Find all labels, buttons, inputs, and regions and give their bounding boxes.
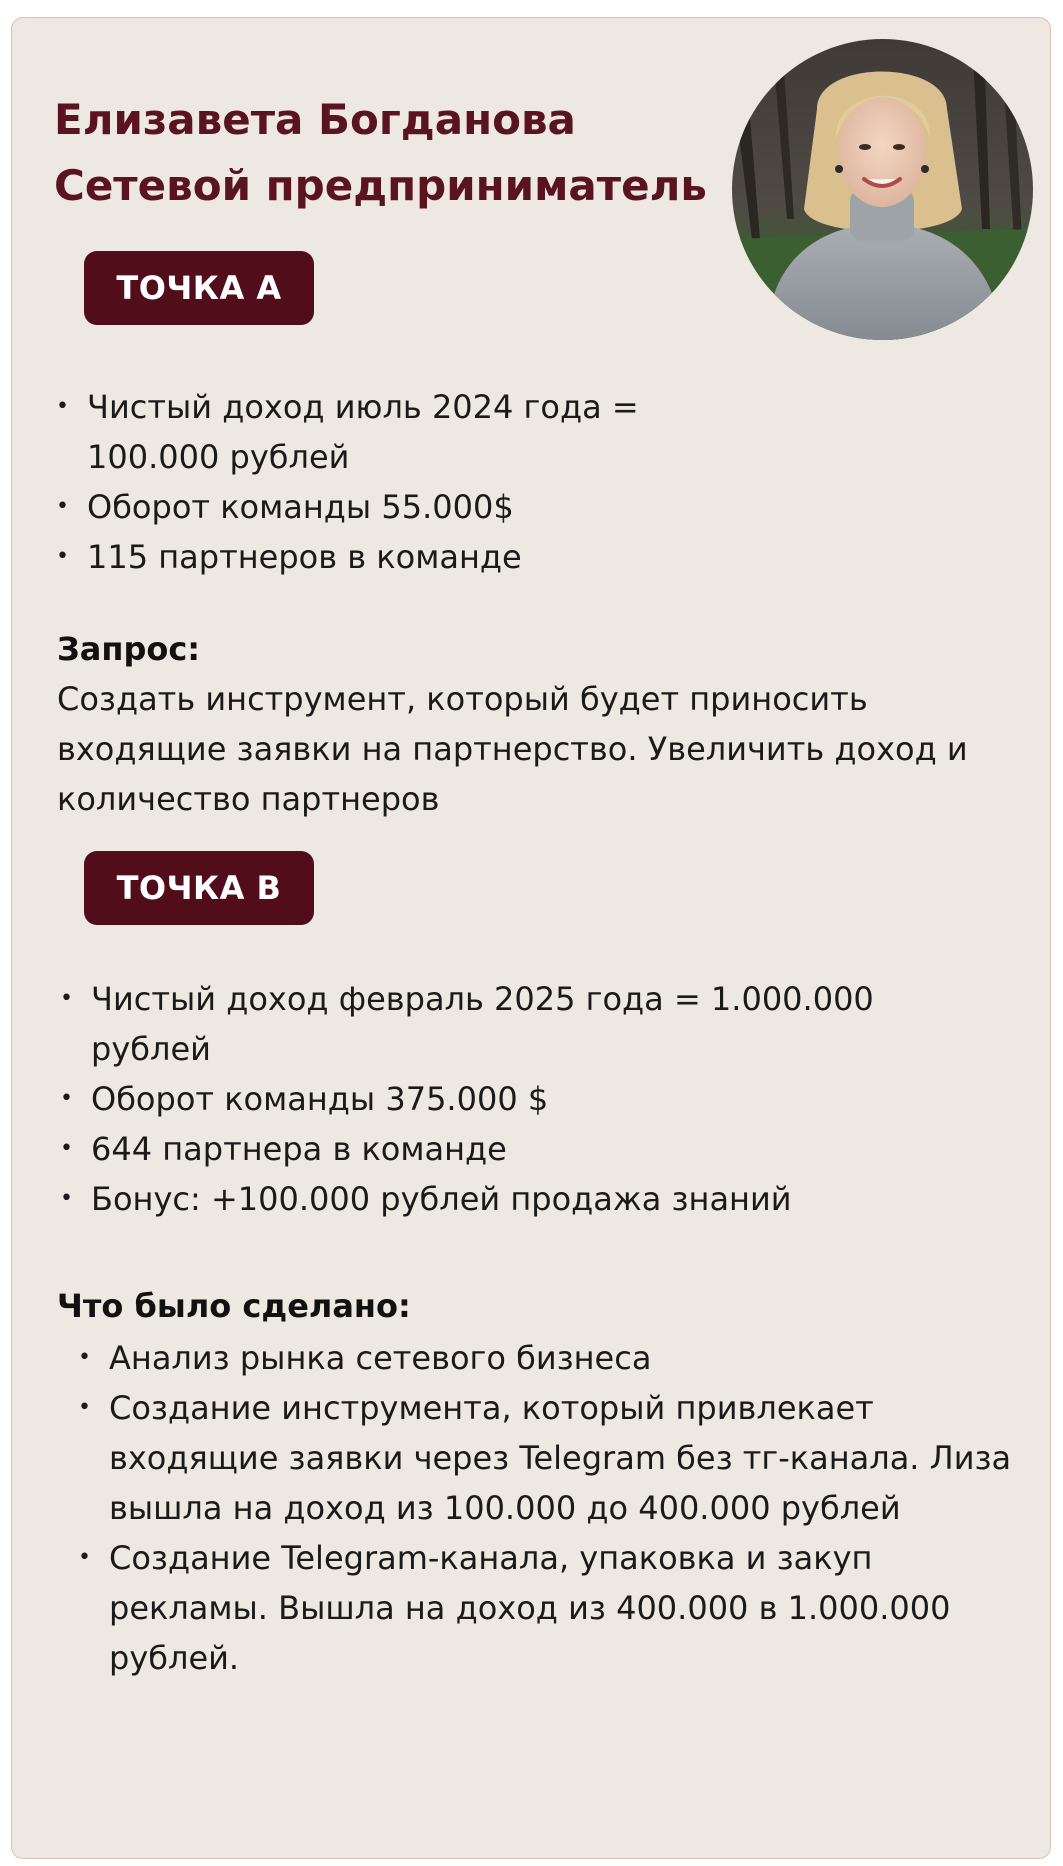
- point-b-badge: ТОЧКА B: [84, 851, 314, 925]
- portrait-photo-icon: [732, 39, 1033, 340]
- list-item-text: Оборот команды 375.000 $: [91, 1080, 549, 1118]
- case-card: [11, 17, 1051, 1859]
- bullet-icon: •: [78, 1545, 91, 1570]
- list-item-text: Анализ рынка сетевого бизнеса: [109, 1339, 652, 1377]
- point-b-list: [60, 974, 960, 1224]
- list-item: [78, 1533, 1018, 1683]
- bullet-icon: •: [56, 494, 69, 519]
- list-item-text: Бонус: +100.000 рублей продажа знаний: [91, 1180, 792, 1218]
- point-a-badge: ТОЧКА А: [84, 251, 314, 325]
- list-item: [56, 482, 776, 532]
- list-item: [60, 1074, 960, 1124]
- bullet-icon: •: [60, 986, 73, 1011]
- done-list: [78, 1333, 1018, 1683]
- profile-name: Елизавета Богданова: [54, 95, 576, 144]
- done-label: Что было сделано:: [57, 1287, 411, 1325]
- list-item-text: Создание инструмента, который привлекает входящие заявки через Telegram без тг-канала. Лиза вышла на доход из 100.000 до 400.000 рублей: [109, 1389, 1012, 1527]
- point-a-list: [56, 382, 776, 582]
- avatar: [732, 39, 1033, 340]
- list-item: [78, 1333, 1018, 1383]
- list-item: [56, 382, 776, 482]
- request-text: Создать инструмент, который будет приносить входящие заявки на партнерство. Увеличить доход и количество партнеров: [57, 680, 968, 818]
- bullet-icon: •: [60, 1186, 73, 1211]
- list-item-text: Чистый доход февраль 2025 года = 1.000.000 рублей: [91, 980, 874, 1068]
- list-item-text: 115 партнеров в команде: [87, 538, 522, 576]
- list-item: [60, 974, 960, 1074]
- bullet-icon: •: [78, 1345, 91, 1370]
- list-item-text: 644 партнера в команде: [91, 1130, 507, 1168]
- list-item-text: Чистый доход июль 2024 года = 100.000 рублей: [87, 388, 639, 476]
- bullet-icon: •: [60, 1136, 73, 1161]
- list-item: [78, 1383, 1018, 1533]
- bullet-icon: •: [56, 394, 69, 419]
- request-label: Запрос:: [57, 630, 201, 668]
- bullet-icon: •: [56, 544, 69, 569]
- list-item-text: Оборот команды 55.000$: [87, 488, 514, 526]
- list-item: [56, 532, 776, 582]
- list-item-text: Создание Telegram-канала, упаковка и закуп рекламы. Вышла на доход из 400.000 в 1.000.000 рублей.: [109, 1539, 951, 1677]
- list-item: [60, 1124, 960, 1174]
- list-item: [60, 1174, 960, 1224]
- profile-role: Сетевой предприниматель: [54, 161, 707, 210]
- bullet-icon: •: [60, 1086, 73, 1111]
- bullet-icon: •: [78, 1395, 91, 1420]
